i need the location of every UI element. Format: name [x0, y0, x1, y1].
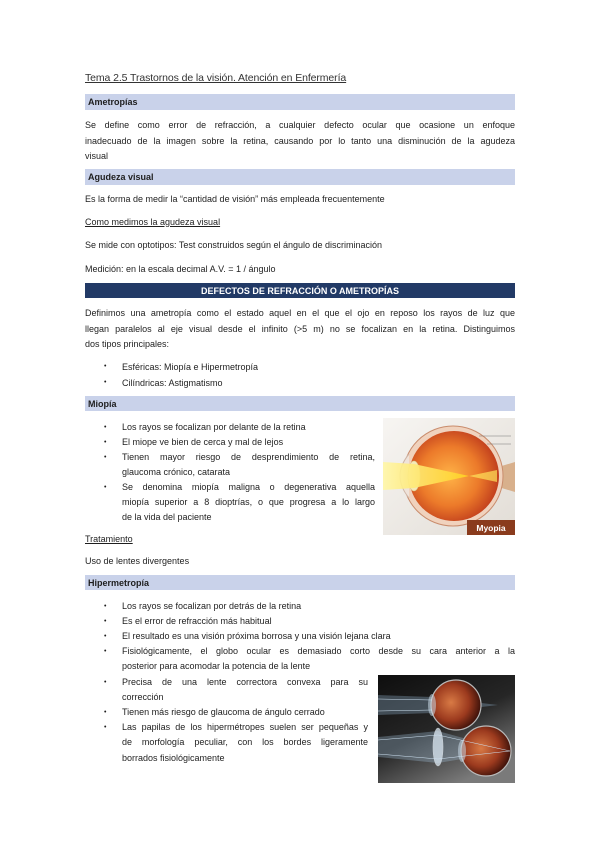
section-heading: Ametropías — [88, 97, 138, 107]
paragraph-line: dos tipos principales: — [85, 339, 170, 349]
bullet-glyph: • — [104, 378, 107, 386]
bullet-glyph: • — [104, 483, 107, 491]
bullet-glyph: • — [104, 648, 107, 656]
hypermetropia-eye-figure — [378, 675, 515, 783]
bullet-glyph: • — [104, 362, 107, 370]
defectos-banner — [85, 283, 515, 298]
section-bar-miopia — [85, 396, 515, 411]
item-line: Tienen mayor riesgo de desprendimiento de retina, — [122, 451, 375, 462]
paragraph-line: inadecuado de la imagen sobre la retina, causando por lo tanto una disminución de la agudeza — [85, 135, 515, 146]
paragraph-line: visual — [85, 151, 109, 161]
item-line: glaucoma crónico, catarata — [122, 466, 231, 477]
list-item — [85, 375, 515, 391]
item-text: Cilíndricas: Astigmatismo — [122, 377, 223, 388]
item-line: borrados fisiológicamente — [122, 752, 225, 763]
section-heading: Hipermetropía — [88, 577, 150, 588]
paragraph-line: Se define como error de refracción, a cualquier defecto ocular que ocasione un enfoque — [85, 120, 515, 130]
list-item — [85, 629, 515, 644]
ametropias-paragraph — [85, 118, 515, 165]
item-text: Esféricas: Miopía e Hipermetropía — [122, 361, 259, 372]
bullet-glyph: • — [104, 602, 107, 610]
item-line: Los rayos se focalizan por detrás de la retina — [122, 600, 302, 611]
item-line: Precisa de una lente correctora convexa para su — [122, 676, 368, 687]
item-line: Las papilas de los hipermétropes suelen ser pequeñas y — [122, 722, 368, 733]
bullet-glyph: • — [104, 617, 107, 625]
section-bar-ametropias — [85, 94, 515, 110]
list-item — [85, 614, 515, 629]
item-line: El miope ve bien de cerca y mal de lejos — [122, 436, 284, 447]
section-heading: Agudeza visual — [88, 172, 154, 182]
bullet-glyph: • — [104, 438, 107, 446]
item-line: de morfología peculiar, con los bordes ligeramente — [122, 737, 368, 748]
eyeball-bottom — [461, 726, 511, 776]
bullet-glyph: • — [104, 724, 107, 732]
convex-lens — [433, 728, 443, 766]
list-item — [85, 435, 375, 450]
section-heading: Miopía — [88, 398, 117, 409]
bullet-glyph: • — [104, 423, 107, 431]
agudeza-method: Se mide con optotipos: Test construidos según el ángulo de discriminación — [85, 239, 383, 250]
eye-lens-bottom — [458, 740, 466, 762]
banner-text: DEFECTOS DE REFRACCIÓN O AMETROPÍAS — [200, 285, 399, 296]
myopia-eye-figure — [383, 418, 515, 535]
miopia-list — [85, 420, 375, 526]
list-item — [85, 359, 515, 375]
section-bar-agudeza-visual — [85, 169, 515, 185]
bullet-glyph: • — [104, 632, 107, 640]
item-line: Es el error de refracción más habitual — [122, 615, 272, 626]
treatment-text: Uso de lentes divergentes — [85, 555, 190, 566]
item-line: de la vida del paciente — [122, 512, 212, 523]
paragraph-line: llegan paralelos al eje visual desde el infinito (>5 m) no se focalizan en la retina. Distinguimos — [85, 323, 515, 334]
list-item — [85, 450, 375, 480]
item-line: Fisiológicamente, el globo ocular es demasiado corto desde su cara anterior a la — [122, 646, 515, 657]
agudeza-definition: Es la forma de medir la “cantidad de visión” más empleada frecuentemente — [85, 193, 385, 204]
myopia-figure-label: Myopia — [476, 523, 506, 533]
bullet-glyph: • — [104, 453, 107, 461]
list-item — [85, 420, 375, 435]
defectos-paragraph — [85, 306, 515, 353]
ametropia-types-list — [85, 359, 515, 391]
agudeza-measurement: Medición: en la escala decimal A.V. = 1 / ángulo — [85, 263, 276, 274]
item-line: Se denomina miopía maligna o degenerativa aquella — [122, 481, 375, 492]
item-line: Los rayos se focalizan por delante de la retina — [122, 421, 306, 432]
eyeball-top — [431, 680, 481, 730]
list-item — [85, 480, 375, 525]
section-bar-hipermetropia — [85, 575, 515, 590]
list-item — [85, 599, 515, 614]
item-line: corrección — [122, 691, 164, 702]
item-line: El resultado es una visión próxima borrosa y una visión lejana clara — [122, 630, 391, 641]
item-line: Tienen más riesgo de glaucoma de ángulo cerrado — [122, 706, 325, 717]
item-line: miopía superior a 8 dioptrías, o que progresa a lo largo — [122, 496, 375, 507]
eye-lens-top — [428, 694, 436, 716]
paragraph-line: Definimos una ametropía como el estado aquel en el que el ojo en reposo los rayos de luz que — [85, 308, 515, 318]
page-title: Tema 2.5 Trastornos de la visión. Atención en Enfermería — [85, 72, 347, 84]
item-line: posterior para acomodar la potencia de la lente — [122, 661, 311, 672]
treatment-heading: Tratamiento — [85, 533, 133, 544]
bullet-glyph: • — [104, 678, 107, 686]
agudeza-subheading: Como medimos la agudeza visual — [85, 216, 221, 227]
list-item — [85, 644, 515, 674]
bullet-glyph: • — [104, 708, 107, 716]
